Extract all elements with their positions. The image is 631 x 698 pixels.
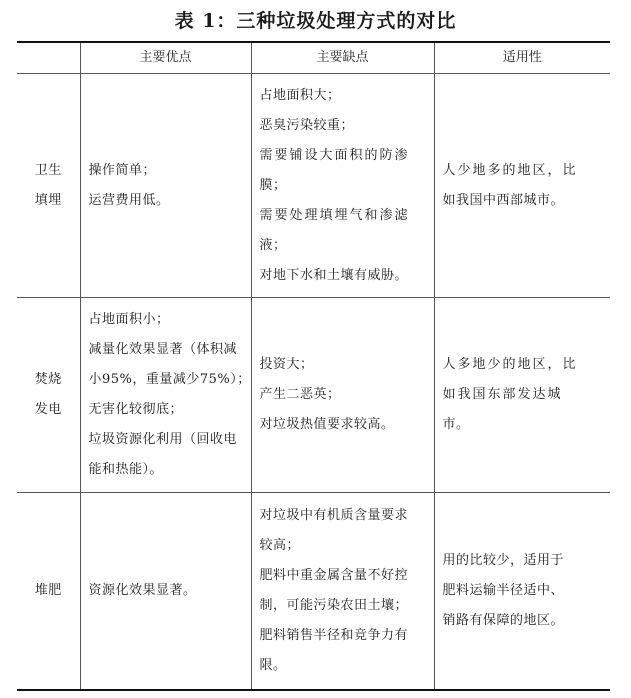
applicability-line: 人多地少的地区，比 [442, 357, 578, 372]
row-label-line: 发电 [34, 402, 62, 417]
cons-cell [251, 74, 434, 298]
applicability-line: 市。 [442, 417, 470, 432]
row-label-line: 填埋 [34, 192, 62, 208]
comparison-table [17, 41, 610, 691]
cons-line: 恶臭污染较重； [259, 117, 355, 133]
row-label-line: 堆肥 [34, 582, 62, 598]
header-pros: 主要优点 [80, 42, 251, 74]
pros-cell [80, 298, 251, 493]
pros-line: 能和热能）。 [88, 462, 164, 477]
pros-line: 运营费用低。 [88, 192, 170, 208]
table-title: 表 1：三种垃圾处理方式的对比 [174, 10, 457, 32]
applicability-line: 销路有保障的地区。 [442, 612, 565, 628]
header-row [17, 42, 610, 74]
table-row-compost [17, 493, 610, 690]
cons-cell [251, 493, 434, 690]
cons-line: 肥料中重金属含量不好控 [259, 567, 409, 583]
pros-line: 占地面积小； [88, 312, 170, 327]
cons-line: 较高； [259, 537, 301, 553]
applicability-cell [434, 298, 610, 493]
table-row-incineration [17, 298, 610, 493]
cons-line: 制，可能污染农田土壤； [259, 597, 409, 613]
cons-line: 对地下水和土壤有威胁。 [259, 267, 409, 283]
row-label [17, 74, 80, 298]
pros-line: 无害化较彻底； [88, 402, 184, 417]
pros-line: 小95%，重量减少75%）； [88, 372, 251, 387]
pros-line: 资源化效果显著。 [88, 582, 197, 598]
row-label-line: 焚烧 [34, 372, 62, 387]
cons-line: 对垃圾热值要求较高。 [259, 417, 395, 432]
row-label [17, 298, 80, 493]
applicability-line: 如我国中西部城市。 [442, 192, 565, 208]
pros-line: 减量化效果显著（体积减 [88, 342, 238, 357]
applicability-line: 如我国东部发达城 [442, 387, 563, 402]
header-cons: 主要缺点 [251, 42, 434, 74]
applicability-line: 肥料运输半径适中、 [442, 582, 565, 598]
cons-line: 膜； [259, 177, 287, 193]
table-row-landfill [17, 74, 610, 298]
pros-line: 操作简单； [88, 162, 157, 178]
cons-line: 需要处理填埋气和渗滤 [259, 207, 410, 223]
cons-line: 液； [259, 237, 287, 253]
cons-line: 限。 [259, 657, 287, 673]
row-label [17, 493, 80, 690]
cons-line: 肥料销售半径和竞争力有 [259, 627, 409, 643]
header-applicability: 适用性 [434, 42, 610, 74]
cons-line: 投资大； [259, 357, 314, 372]
header-corner [17, 42, 80, 74]
cons-line: 需要铺设大面积的防渗 [259, 147, 410, 163]
applicability-line: 人少地多的地区，比 [442, 162, 578, 178]
cons-cell [251, 298, 434, 493]
pros-cell [80, 493, 251, 690]
applicability-cell [434, 74, 610, 298]
row-label-line: 卫生 [34, 162, 62, 178]
cons-line: 占地面积大； [259, 87, 341, 103]
applicability-cell [434, 493, 610, 690]
applicability-line: 用的比较少，适用于 [442, 552, 565, 568]
cons-line: 产生二恶英； [259, 387, 341, 402]
pros-cell [80, 74, 251, 298]
cons-line: 对垃圾中有机质含量要求 [259, 507, 409, 523]
pros-line: 垃圾资源化利用（回收电 [88, 432, 238, 447]
